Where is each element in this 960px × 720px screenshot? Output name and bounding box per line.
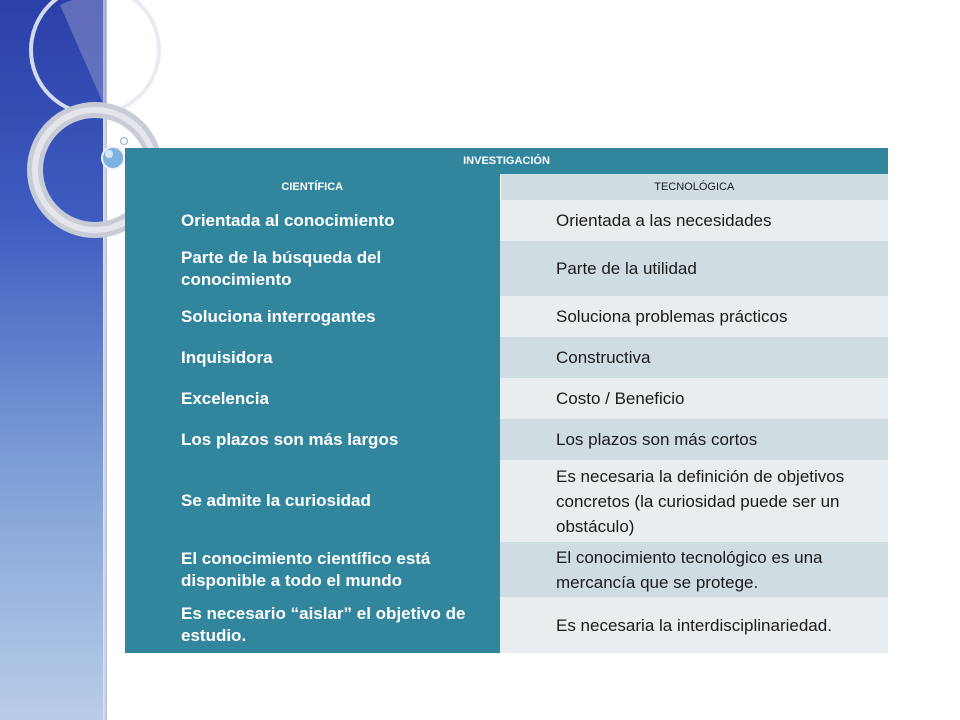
row-right-cell: Es necesaria la definición de objetivos concretos (la curiosidad puede ser un obstáculo) bbox=[500, 460, 888, 542]
row-left-cell: Parte de la búsqueda del conocimiento bbox=[125, 241, 500, 296]
table-row bbox=[125, 542, 888, 597]
row-right-cell: Es necesaria la interdisciplinariedad. bbox=[500, 597, 888, 653]
row-right-cell: Soluciona problemas prácticos bbox=[500, 296, 888, 337]
table-row bbox=[125, 378, 888, 419]
row-left-cell: Inquisidora bbox=[125, 337, 500, 378]
comparison-table bbox=[125, 148, 888, 653]
row-right-cell: Constructiva bbox=[500, 337, 888, 378]
column-header-row bbox=[125, 174, 888, 200]
column-header-cientifica: CIENTÍFICA bbox=[125, 174, 500, 200]
row-right-cell: Parte de la utilidad bbox=[500, 241, 888, 296]
table-row bbox=[125, 296, 888, 337]
bubble-small-icon bbox=[121, 138, 128, 145]
row-left-cell: El conocimiento científico está disponible a todo el mundo bbox=[125, 542, 500, 597]
table-row bbox=[125, 337, 888, 378]
table-row bbox=[125, 597, 888, 653]
table-row bbox=[125, 241, 888, 296]
table-row bbox=[125, 419, 888, 460]
row-left-cell: Excelencia bbox=[125, 378, 500, 419]
row-right-cell: Costo / Beneficio bbox=[500, 378, 888, 419]
table-row bbox=[125, 460, 888, 542]
row-left-cell: Soluciona interrogantes bbox=[125, 296, 500, 337]
column-header-tecnologica: TECNOLÓGICA bbox=[500, 174, 888, 200]
row-left-cell: Se admite la curiosidad bbox=[125, 460, 500, 542]
row-left-cell: Es necesario “aislar” el objetivo de estudio. bbox=[125, 597, 500, 653]
row-right-cell: El conocimiento tecnológico es una mercancía que se protege. bbox=[500, 542, 888, 597]
table-header: INVESTIGACIÓN bbox=[125, 148, 888, 174]
bubble-large-icon bbox=[102, 147, 124, 169]
row-left-cell: Orientada al conocimiento bbox=[125, 200, 500, 241]
row-right-cell: Los plazos son más cortos bbox=[500, 419, 888, 460]
ring-fill-shape bbox=[60, 0, 106, 110]
table-row bbox=[125, 200, 888, 241]
table-header-row bbox=[125, 148, 888, 174]
row-right-cell: Orientada a las necesidades bbox=[500, 200, 888, 241]
row-left-cell: Los plazos son más largos bbox=[125, 419, 500, 460]
